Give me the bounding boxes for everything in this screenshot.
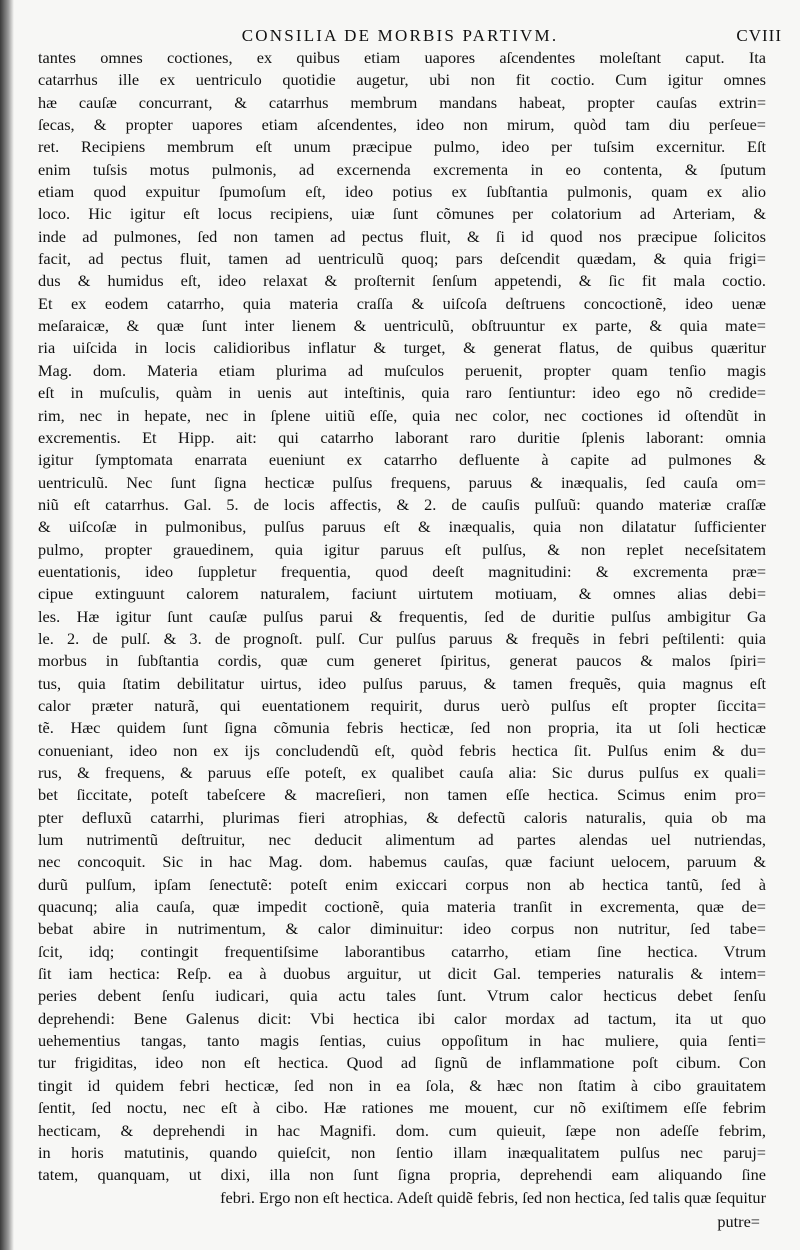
- text-line: etiam quod expuitur ſpumoſum eſt, ideo potius ex ſubſtantia pulmonis, quam ex alio: [38, 182, 766, 202]
- text-line: tatem, quanquam, ut dixi, illa non ſunt ſigna propria, deprehendi eam aliquando ſine: [38, 1165, 766, 1185]
- text-line: meſaraicæ, & quæ ſunt inter lienem & uentriculũ, obſtruuntur ex parte, & quia mate=: [38, 316, 766, 336]
- text-line: ria uiſcida in locis calidioribus inflatur & turget, & generat flatus, de quibus quæritur: [38, 338, 766, 358]
- text-line: deprehendi: Bene Galenus dicit: Vbi hectica ibi calor mordax ad tactum, ita ut quo: [38, 1008, 766, 1028]
- text-line: ret. Recipiens membrum eſt unum præcipue pulmo, ideo per tuſsim excernitur. Eſt: [38, 137, 766, 157]
- text-line: ſentit, ſed noctu, nec eſt à cibo. Hæ rationes me mouent, cur nõ exiſtimem eſſe febrim: [38, 1098, 766, 1118]
- text-line: morbus in ſubſtantia cordis, quæ cum generet ſpiritus, generat paucos & malos ſpiri=: [38, 651, 766, 671]
- text-line: Mag. dom. Materia etiam plurima ad muſculos peruenit, propter quam tenſio magis: [38, 360, 766, 380]
- text-line: tur frigiditas, ideo non eſt hectica. Quod ad ſignũ de inflammatione poſt cibum. Con: [38, 1053, 766, 1073]
- text-line: tẽ. Hæc quidem ſunt ſigna cõmunia febris hecticæ, ſed non propria, ita ut ſoli hecticæ: [38, 718, 766, 738]
- text-line: igitur ſymptomata enarrata eueniunt ex catarrho defluente à capite ad pulmones &: [38, 450, 766, 470]
- text-line: quacunq; alia cauſa, quæ impedit coctionẽ, quia materia tranſit in excrementa, quæ de=: [38, 897, 766, 917]
- text-line: Et ex eodem catarrho, quia materia craſſa & uiſcoſa deſtruens concoctionẽ, ideo uenæ: [38, 293, 766, 313]
- text-line: in horis matutinis, quando quieſcit, non ſentio illam inæqualitatem pulſus nec paruj=: [38, 1142, 766, 1162]
- text-line: euentationis, ideo ſuppletur frequentia, quod deeſt magnitudini: & excrementa præ=: [38, 561, 766, 581]
- text-line: lum nutrimentũ deſtruitur, nec deducit alimentum ad partes alendas uel nutriendas,: [38, 830, 766, 850]
- text-line: bet ſiccitate, poteſt tabeſcere & macreſieri, non tamen eſſe hectica. Scimus enim pro=: [38, 785, 766, 805]
- catchword: putre=: [717, 1212, 760, 1231]
- text-line: ſecas, & propter uapores etiam aſcendentes, ideo non mirum, quòd tam diu perſeue=: [38, 115, 766, 135]
- text-line: bebat abire in nutrimentum, & calor diminuitur: ideo corpus non nutritur, ſed tabe=: [38, 919, 766, 939]
- text-line: cipue extinguunt calorem naturalem, faciunt uirtutem motiuam, & omnes alias debi=: [38, 584, 766, 604]
- running-head: CONSILIA DE MORBIS PARTIVM.: [241, 26, 559, 45]
- text-line: rus, & frequens, & paruus eſſe poteſt, ex qualibet cauſa alia: Sic durus pulſus ex quali=: [38, 763, 766, 782]
- text-line: inde ad pulmones, ſed non tamen ad pectus fluit, & ſi id quod nos præcipue ſolicitos: [38, 226, 766, 246]
- text-line: enim tuſsis motus pulmonis, ad excernenda excrementa in eo contenta, & ſputum: [38, 159, 766, 179]
- text-line: eſt in muſculis, quàm in uenis aut inteſtinis, quia raro ſentiuntur: ideo ego nõ credide=: [38, 383, 766, 403]
- text-line: durũ pulſum, ipſam ſenectutẽ: poteſt enim exiccari corpus non ab hectica tantũ, ſed à: [38, 874, 766, 894]
- text-line: & uiſcoſæ in pulmonibus, pulſus paruus eſt & inæqualis, quia non dilatatur ſufficienter: [38, 517, 766, 537]
- text-line: excrementis. Et Hipp. ait: qui catarrho laborant raro duritie ſplenis laborant: omnia: [38, 427, 766, 447]
- body-text: [38, 47, 766, 1209]
- text-line: hæ cauſæ concurrant, & catarrhus membrum mandans habeat, propter cauſas extrin=: [38, 92, 766, 112]
- text-line: conueniant, ideo non ex ijs concludendũ eſt, quòd febris hectica ſit. Pulſus enim & du=: [38, 740, 766, 760]
- text-line: calor præter naturã, qui euentationem requirit, durus uerò pulſus eſt propter ſiccita=: [38, 695, 766, 715]
- text-line: rim, nec in hepate, nec in ſplene uitiũ eſſe, quia nec color, nec coctiones id oſtendũt in: [38, 405, 766, 425]
- text-line: catarrhus ille ex uentriculo quotidie augetur, ubi non fit coctio. Cum igitur omnes: [38, 70, 766, 90]
- text-line: febri. Ergo non eſt hectica. Adeſt quidẽ febris, ſed non hectica, ſed talis quæ ſequitur: [220, 1187, 766, 1207]
- text-line: tingit id quidem febri hecticæ, ſed non in ea ſola, & hæc non ſtatim à cibo grauitatem: [38, 1075, 766, 1095]
- text-line: ſit iam hectica: Reſp. ea à duobus arguitur, ut dicit Gal. temperies naturalis & intem=: [38, 964, 766, 984]
- text-line: uehementius tangas, tanto magis ſentias, cuius oppoſitum in hac muliere, quia ſenti=: [38, 1031, 766, 1051]
- text-line: tus, quia ſtatim debilitatur uirtus, ideo pulſus paruus, & tamen frequẽs, quia magnus eſt: [38, 673, 766, 693]
- text-line: uentriculũ. Nec ſunt ſigna hecticæ pulſus frequens, paruus & inæqualis, ſed cauſa om=: [38, 472, 766, 492]
- text-line: nec concoquit. Sic in hac Mag. dom. habemus cauſas, quæ faciunt uelocem, paruum &: [38, 852, 766, 872]
- text-line: niũ eſt catarrhus. Gal. 5. de locis affectis, & 2. de cauſis pulſuũ: quando materiæ craſſæ: [38, 494, 766, 514]
- text-line: ſcit, idq; contingit frequentiſsime laborantibus catarrho, etiam ſine hectica. Vtrum: [38, 941, 766, 961]
- text-line: facit, ad pectus fluit, tamen ad uentriculũ quoq; pars deſcendit quædam, & quia frigi=: [38, 249, 766, 269]
- text-line: le. 2. de pulſ. & 3. de prognoſt. pulſ. Cur pulſus paruus & frequẽs in febri peſtilenti: quia: [38, 628, 766, 648]
- scan-gutter-shadow: [0, 0, 14, 1250]
- text-line: pter defluxũ catarrhi, plurimas fieri atrophias, & defectũ caloris naturalis, quia ob ma: [38, 807, 766, 827]
- text-line: pulmo, propter grauedinem, quia igitur paruus eſt pulſus, & non replet neceſsitatem: [38, 539, 766, 559]
- text-line: hecticam, & deprehendi in hac Magnifi. dom. cum quieuit, ſæpe non adeſſe febrim,: [38, 1120, 766, 1140]
- text-line: dus & humidus eſt, ideo relaxat & proſternit ſenſum appetendi, & ſic fit mala coctio.: [38, 271, 766, 291]
- text-line: tantes omnes coctiones, ex quibus etiam uapores aſcendentes moleſtant caput. Ita: [38, 48, 766, 67]
- text-line: peries debent ſenſu iudicari, quia actu tales ſunt. Vtrum calor hecticus debet ſenſu: [38, 986, 766, 1006]
- text-line: les. Hæ igitur ſunt cauſæ pulſus parui & frequentis, ſed de duritie pulſus ambigitur Ga: [38, 606, 766, 626]
- folio-number: CVIII: [736, 26, 782, 45]
- text-line: loco. Hic igitur eſt locus recipiens, uiæ ſunt cõmunes per colatorium ad Arteriam, &: [38, 204, 766, 224]
